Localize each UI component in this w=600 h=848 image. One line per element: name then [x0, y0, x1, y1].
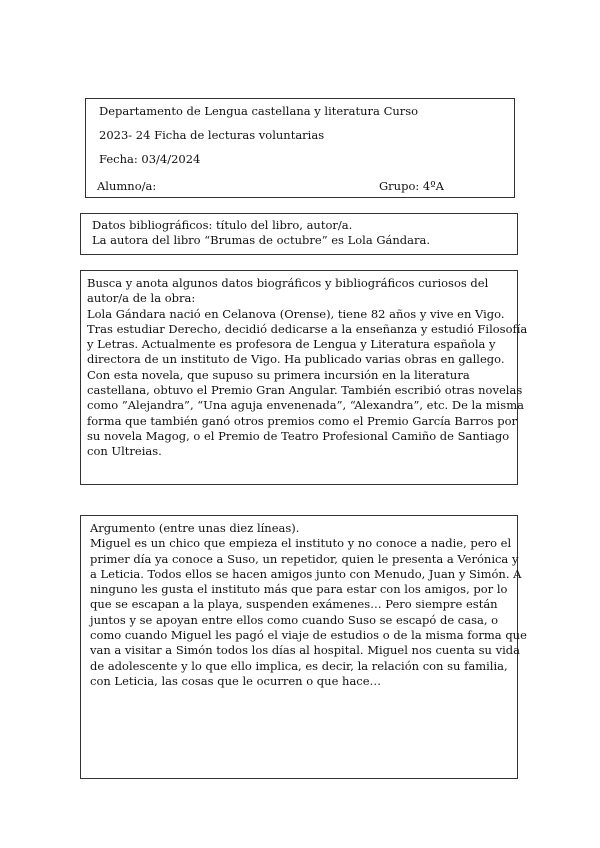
department-line: Departamento de Lengua castellana y literatura Curso [99, 104, 419, 118]
biblio-heading: Datos bibliográficos: título del libro, autor/a. [92, 218, 353, 232]
biblio-answer: La autora del libro “Brumas de octubre” es Lola Gándara. [92, 233, 431, 247]
argument-line: con Leticia, las cosas que le ocurren o que hace… [90, 673, 382, 688]
biography-text [87, 276, 527, 460]
argument-line: primer día ya conoce a Suso, un repetidor, quien le presenta a Verónica y [90, 551, 519, 566]
argument-line: Miguel es un chico que empieza el instituto y no conoce a nadie, pero el [90, 536, 512, 551]
biography-line: y Letras. Actualmente es profesora de Lengua y Literatura española y [87, 337, 496, 352]
biography-line: con Ultreias. [87, 444, 162, 459]
date-line: Fecha: 03/4/2024 [99, 152, 201, 166]
biography-line: forma que también ganó otros premios como el Premio García Barros por [87, 413, 517, 428]
biography-line: como ”Alejandra”, “Una aguja envenenada”, “Alexandra”, etc. De la misma [87, 398, 524, 413]
biography-line: autor/a de la obra: [87, 291, 196, 306]
biography-line: directora de un instituto de Vigo. Ha publicado varias obras en gallego. [87, 352, 505, 367]
biography-line: Con esta novela, que supuso su primera incursión en la literatura [87, 367, 470, 382]
argument-line: van a visitar a Simón todos los días al hospital. Miguel nos cuenta su vida [90, 643, 520, 658]
biography-box [80, 270, 528, 485]
argument-line: ninguno les gusta el instituto más que para estar con los amigos, por lo [90, 582, 508, 597]
biography-line: Tras estudiar Derecho, decidió dedicarse a la enseñanza y estudió Filosofía [87, 321, 528, 336]
header-box [85, 98, 515, 198]
argument-box [80, 515, 527, 779]
bibliographic-box [80, 213, 518, 255]
biography-line: Lola Gándara nació en Celanova (Orense), tiene 82 años y vive en Vigo. [87, 306, 505, 321]
argument-line: que se escapan a la playa, suspenden exámenes… Pero siempre están [90, 597, 498, 612]
argument-line: a Leticia. Todos ellos se hacen amigos junto con Menudo, Juan y Simón. A [90, 566, 522, 581]
argument-text [90, 521, 527, 689]
biography-line: Busca y anota algunos datos biográficos y bibliográficos curiosos del [87, 276, 489, 290]
student-label: Alumno/a: [97, 179, 157, 193]
course-title-line: 2023- 24 Ficha de lecturas voluntarias [99, 128, 325, 142]
argument-line: como cuando Miguel les pagó el viaje de estudios o de la misma forma que [90, 628, 527, 643]
group-label: Grupo: 4ºA [379, 179, 444, 193]
biography-line: su novela Magog, o el Premio de Teatro Profesional Camiño de Santiago [87, 428, 510, 443]
argument-line: juntos y se apoyan entre ellos como cuando Suso se escapó de casa, o [90, 612, 499, 627]
argument-line: de adolescente y lo que ello implica, es decir, la relación con su familia, [90, 658, 508, 673]
argument-heading: Argumento (entre unas diez líneas). [90, 521, 300, 535]
biography-line: castellana, obtuvo el Premio Gran Angular. También escribió otras novelas [87, 383, 523, 398]
